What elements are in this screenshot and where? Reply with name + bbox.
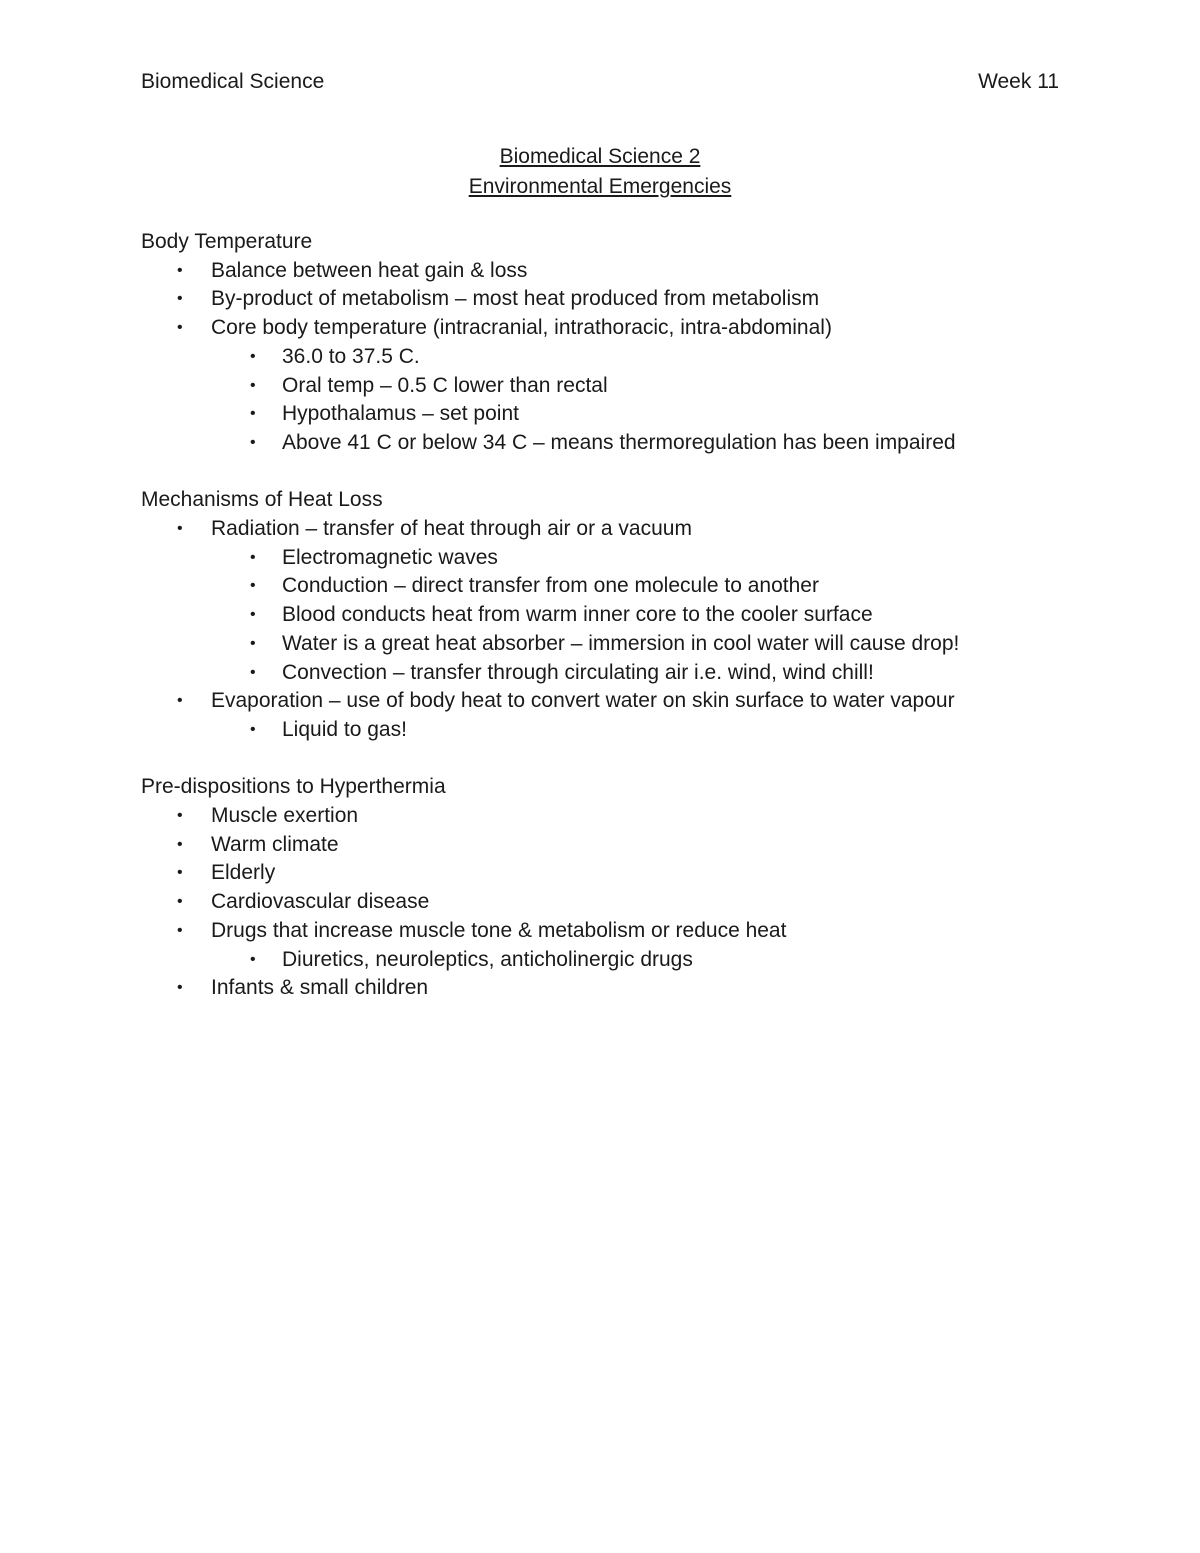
section-heat-loss <box>141 486 1071 744</box>
section-heading: Body Temperature <box>141 230 313 253</box>
list-item: • Cardiovascular disease <box>141 888 1071 917</box>
header-course-name: Biomedical Science <box>141 70 325 93</box>
sub-list-item: • Conduction – direct transfer from one molecule to another <box>141 572 1071 601</box>
section-heading: Pre-dispositions to Hyperthermia <box>141 775 446 799</box>
document-title <box>0 142 1200 202</box>
sub-list-item: • Oral temp – 0.5 C lower than rectal <box>141 372 1071 401</box>
sub-list-item: • Diuretics, neuroleptics, anticholinergic drugs <box>141 946 1071 975</box>
sub-list-item: • 36.0 to 37.5 C. <box>141 343 1071 372</box>
section-heading: Mechanisms of Heat Loss <box>141 488 383 512</box>
bullet-list <box>141 802 1071 1003</box>
sub-list-item: • Convection – transfer through circulating air i.e. wind, wind chill! <box>141 659 1071 688</box>
list-item: • Drugs that increase muscle tone & metabolism or reduce heat <box>141 917 1071 946</box>
sub-list-item: • Electromagnetic waves <box>141 544 1071 573</box>
section-hyperthermia <box>141 773 1071 1003</box>
list-item: • Infants & small children <box>141 974 1071 1003</box>
sub-list-item: • Above 41 C or below 34 C – means thermoregulation has been impaired <box>141 429 1071 458</box>
section-body-temperature <box>141 228 1071 458</box>
title-course: Biomedical Science 2 <box>499 145 701 168</box>
list-item: • Elderly <box>141 859 1071 888</box>
document-body <box>141 228 1071 1032</box>
sub-list-item: • Hypothalamus – set point <box>141 400 1071 429</box>
list-item: • Balance between heat gain & loss <box>141 257 1071 286</box>
header-week: Week 11 <box>978 70 1059 93</box>
page-header <box>141 70 1059 100</box>
list-item: • Warm climate <box>141 831 1071 860</box>
title-topic: Environmental Emergencies <box>468 175 732 198</box>
bullet-list <box>141 515 1071 745</box>
list-item: • Muscle exertion <box>141 802 1071 831</box>
sub-list-item: • Blood conducts heat from warm inner core to the cooler surface <box>141 601 1071 630</box>
list-item: • Evaporation – use of body heat to convert water on skin surface to water vapour <box>141 687 1071 716</box>
sub-list-item: • Liquid to gas! <box>141 716 1071 745</box>
list-item: • By-product of metabolism – most heat produced from metabolism <box>141 285 1071 314</box>
list-item: • Core body temperature (intracranial, intrathoracic, intra-abdominal) <box>141 314 1071 343</box>
bullet-list <box>141 257 1071 458</box>
sub-list-item: • Water is a great heat absorber – immersion in cool water will cause drop! <box>141 630 1071 659</box>
list-item: • Radiation – transfer of heat through air or a vacuum <box>141 515 1071 544</box>
